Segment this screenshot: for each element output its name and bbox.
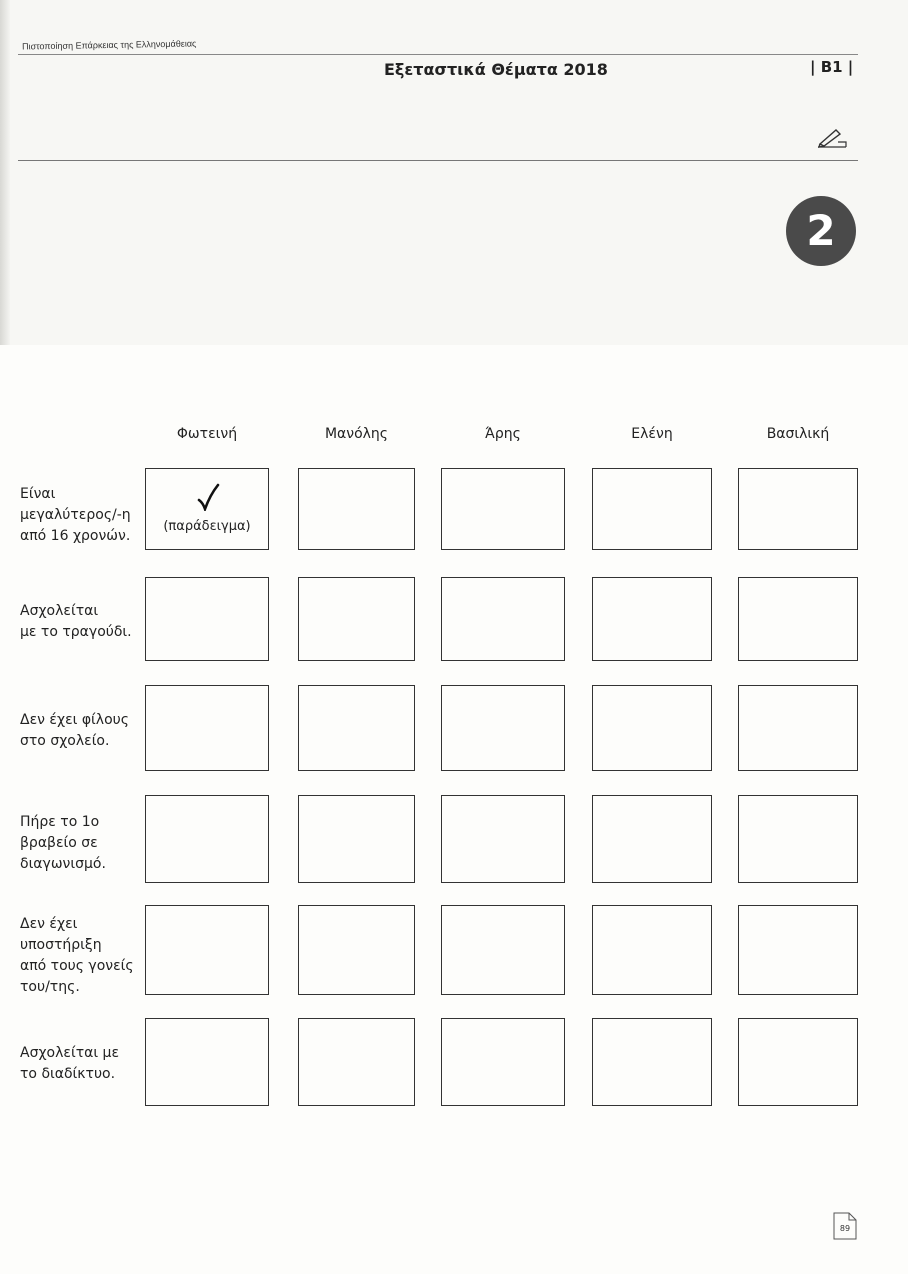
answer-box[interactable] — [738, 795, 858, 883]
row-statement-line: Πήρε το 1ο — [20, 814, 100, 830]
answer-box[interactable] — [738, 577, 858, 661]
answer-box[interactable] — [441, 468, 565, 550]
check-icon — [196, 483, 220, 511]
answer-box[interactable] — [298, 905, 415, 995]
row-statement — [20, 484, 145, 547]
pencil-icon — [816, 126, 850, 148]
answer-box[interactable] — [592, 905, 712, 995]
answer-box[interactable] — [145, 905, 269, 995]
answer-box[interactable] — [738, 685, 858, 771]
page-title: Εξεταστικά Θέματα 2018 — [384, 60, 608, 79]
answer-box[interactable] — [592, 795, 712, 883]
row-statement — [20, 914, 145, 998]
column-header: Βασιλική — [766, 426, 830, 442]
row-statement-line: Είναι — [20, 486, 56, 502]
row-statement-line: το διαδίκτυο. — [20, 1066, 116, 1082]
section-rule — [18, 160, 858, 161]
row-statement-line: με το τραγούδι. — [20, 624, 132, 640]
answer-box[interactable] — [738, 468, 858, 550]
row-statement — [20, 601, 145, 643]
answer-box[interactable] — [298, 685, 415, 771]
exam-series-label: Πιστοποίηση Επάρκειας της Ελληνομάθειας — [21, 38, 197, 52]
answer-box[interactable] — [441, 1018, 565, 1106]
answer-box[interactable] — [441, 905, 565, 995]
answer-box[interactable] — [298, 795, 415, 883]
row-statement-line: από τους γονείς — [20, 958, 134, 974]
page-number-text: 89 — [839, 1224, 851, 1233]
answer-box[interactable] — [145, 795, 269, 883]
row-statement-line: στο σχολείο. — [20, 733, 110, 749]
row-statement-line: βραβείο σε — [20, 835, 98, 851]
column-header: Άρης — [485, 426, 521, 442]
row-statement-line: Ασχολείται — [20, 603, 99, 619]
page-number — [833, 1212, 857, 1240]
row-statement-line: από 16 χρονών. — [20, 528, 131, 544]
column-header: Ελένη — [631, 426, 673, 442]
scan-edge-shadow — [0, 0, 10, 345]
answer-box[interactable] — [738, 1018, 858, 1106]
answer-box[interactable] — [298, 1018, 415, 1106]
answer-box[interactable] — [592, 1018, 712, 1106]
answer-box[interactable] — [592, 468, 712, 550]
row-statement-line: Δεν έχει φίλους — [20, 712, 129, 728]
row-statement-line: μεγαλύτερος/-η — [20, 507, 131, 523]
scan-shaded-area — [0, 0, 908, 345]
answer-box[interactable] — [592, 685, 712, 771]
row-statement-line: υποστήριξη — [20, 937, 102, 953]
column-header: Φωτεινή — [176, 426, 238, 442]
header-rule — [18, 54, 858, 55]
section-number-badge: 2 — [786, 196, 856, 266]
answer-box[interactable] — [738, 905, 858, 995]
example-label: (παράδειγμα) — [163, 519, 251, 534]
column-header: Μανόλης — [324, 426, 389, 442]
answer-box[interactable] — [592, 577, 712, 661]
answer-box[interactable] — [441, 685, 565, 771]
answer-box[interactable] — [441, 795, 565, 883]
answer-box[interactable] — [145, 685, 269, 771]
level-code: | B1 | — [810, 58, 854, 76]
answer-box[interactable] — [441, 577, 565, 661]
row-statement-line: του/της. — [20, 979, 80, 995]
row-statement — [20, 812, 145, 875]
answer-box[interactable] — [298, 577, 415, 661]
answer-box[interactable] — [298, 468, 415, 550]
row-statement-line: Ασχολείται με — [20, 1045, 120, 1061]
row-statement — [20, 1043, 145, 1085]
row-statement — [20, 710, 145, 752]
answer-box[interactable] — [145, 1018, 269, 1106]
row-statement-line: διαγωνισμό. — [20, 856, 106, 872]
answer-box[interactable] — [145, 468, 269, 550]
row-statement-line: Δεν έχει — [20, 916, 78, 932]
answer-box[interactable] — [145, 577, 269, 661]
